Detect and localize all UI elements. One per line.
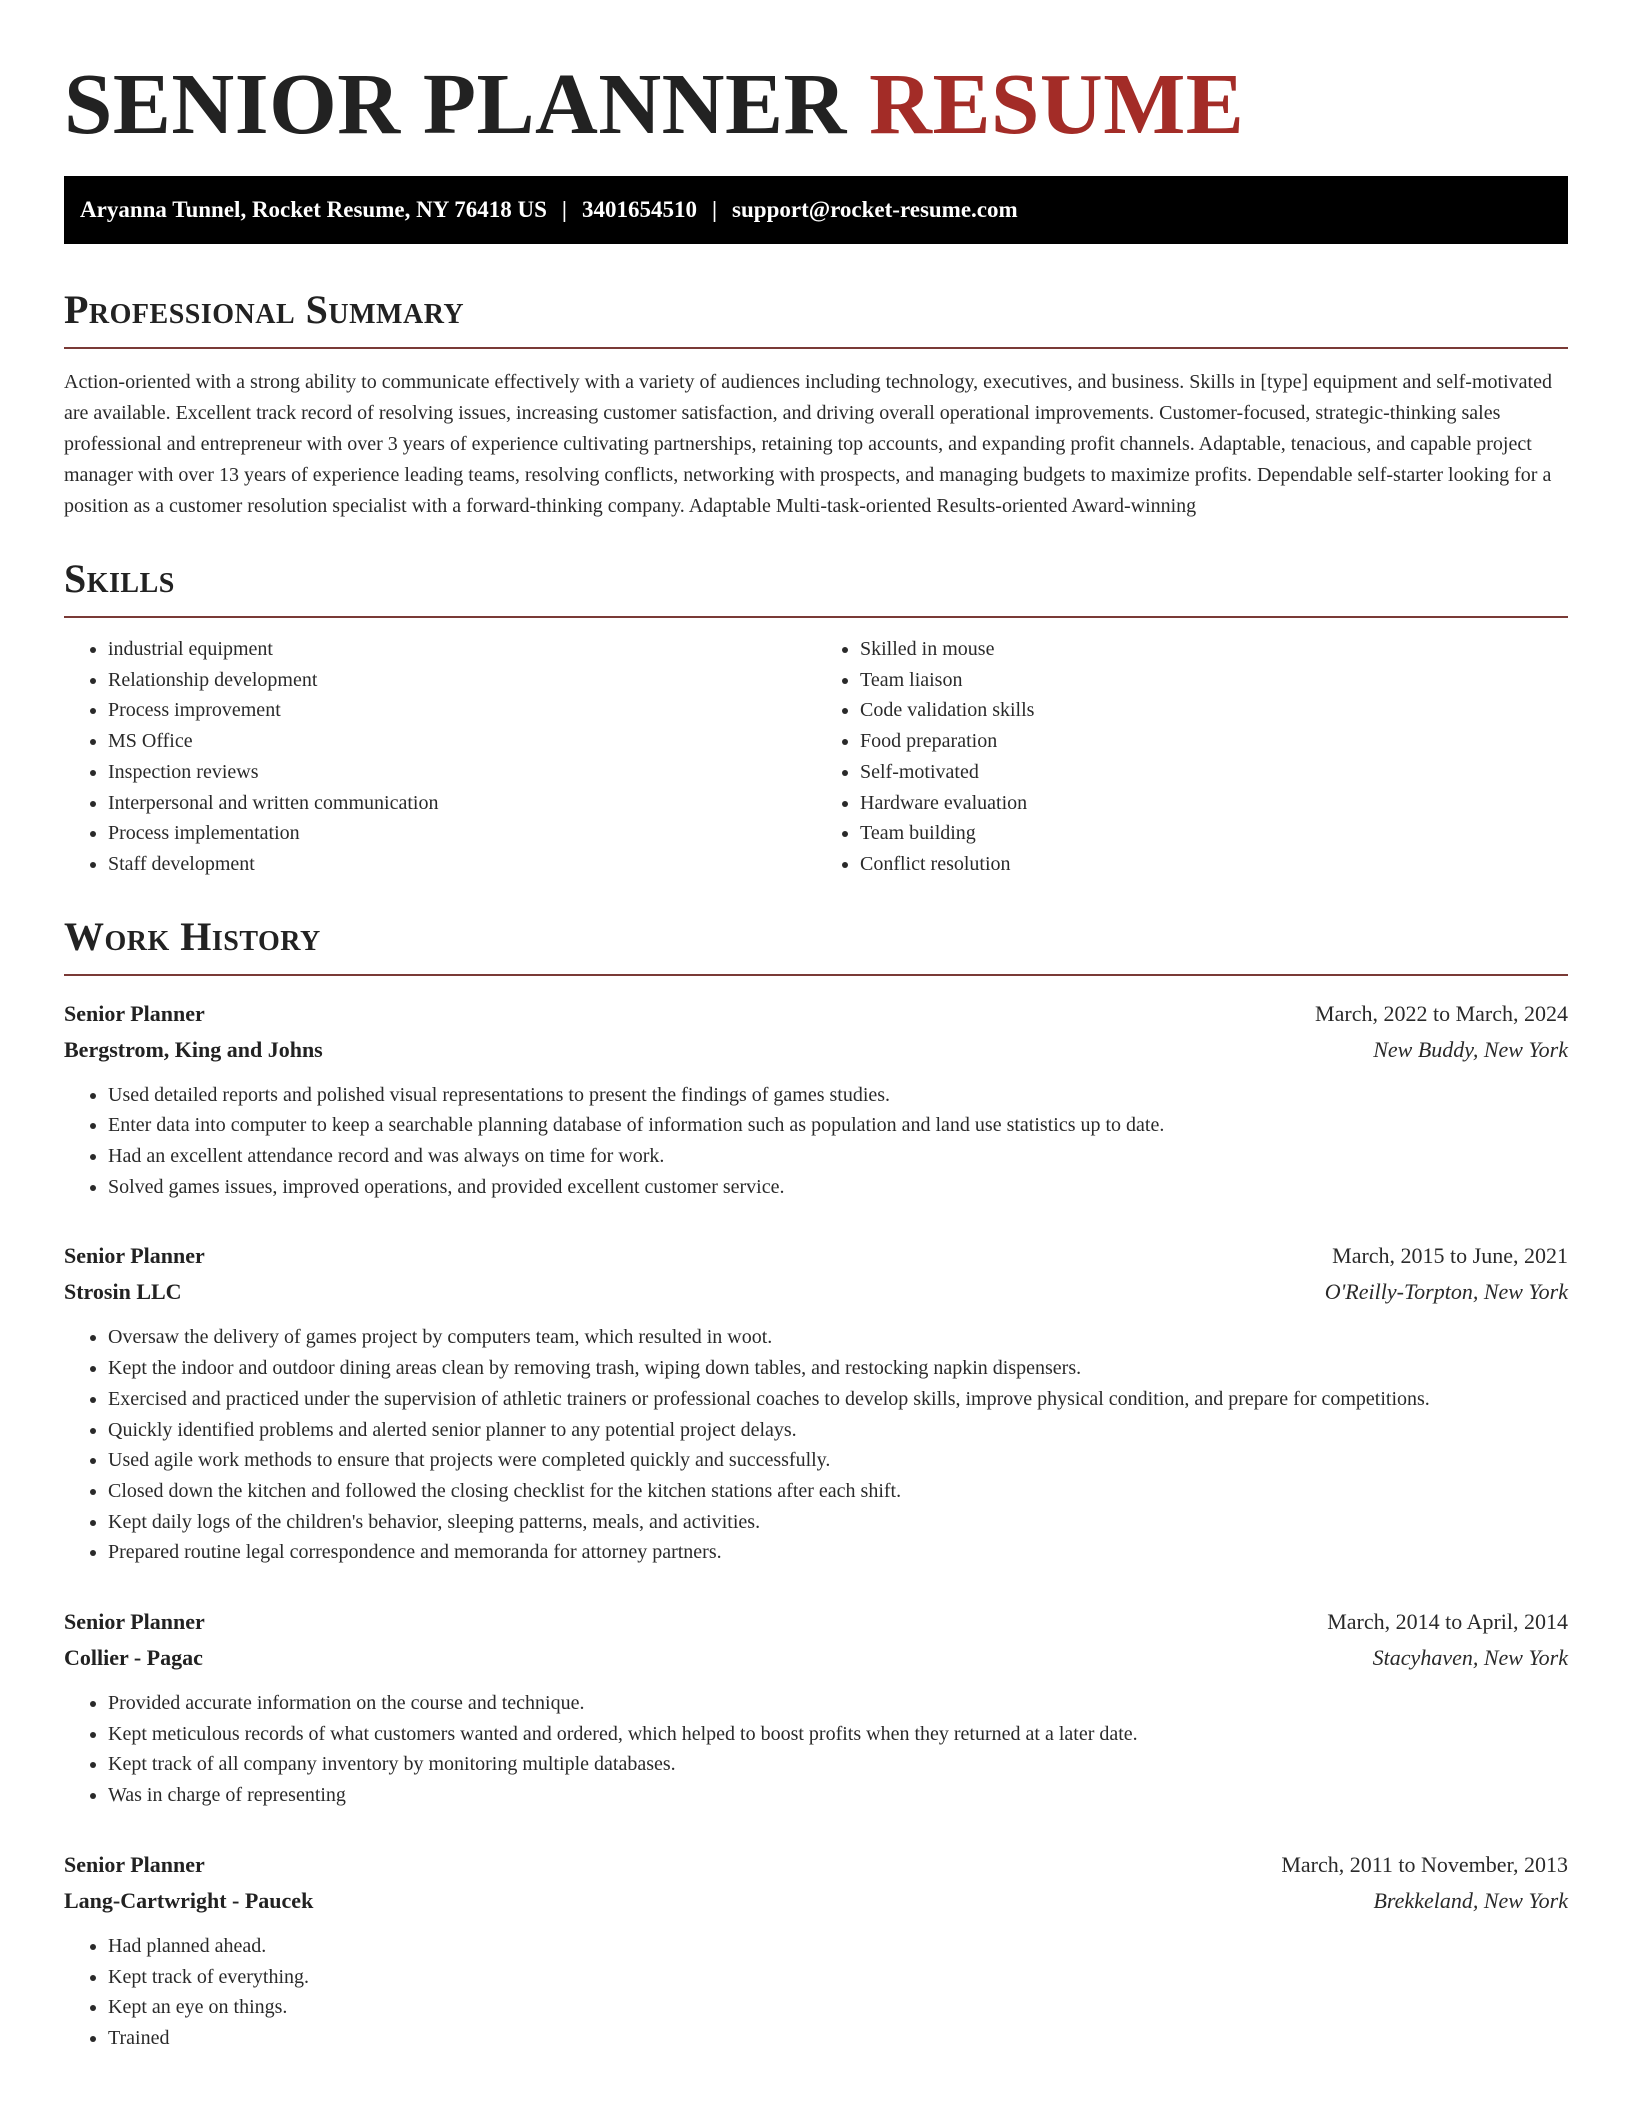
job-location: Brekkeland, New York	[1373, 1887, 1568, 1913]
job-bullets	[64, 1688, 1568, 1811]
job-bullet: • Kept track of all company inventory by monitoring multiple databases.	[108, 1749, 1568, 1780]
job-location: Stacyhaven, New York	[1372, 1645, 1568, 1671]
job-header-row	[64, 1238, 1568, 1274]
job-dates: March, 2022 to March, 2024	[1315, 1000, 1568, 1026]
job-bullet: • Oversaw the delivery of games project by computers team, which resulted in woot.	[108, 1322, 1568, 1353]
contact-bar	[64, 176, 1568, 244]
section-divider	[64, 616, 1568, 618]
job-bullet: • Quickly identified problems and alerted senior planner to any potential project delays.	[108, 1415, 1568, 1446]
contact-separator: |	[711, 197, 718, 222]
job-dates: March, 2011 to November, 2013	[1281, 1851, 1568, 1877]
job-company-row	[64, 1274, 1568, 1310]
section-heading: Work History	[64, 913, 321, 959]
job-title: Senior Planner	[64, 1851, 205, 1877]
skill-item: • Process implementation	[108, 818, 816, 849]
skill-item: • Hardware evaluation	[860, 788, 1568, 819]
job-title: Senior Planner	[64, 1609, 205, 1635]
job-bullet: • Had an excellent attendance record and was always on time for work.	[108, 1141, 1568, 1172]
job-bullet: • Prepared routine legal correspondence and memoranda for attorney partners.	[108, 1537, 1568, 1568]
job-company: Lang-Cartwright - Paucek	[64, 1887, 314, 1913]
skill-item: • Interpersonal and written communication	[108, 788, 816, 819]
job-title: Senior Planner	[64, 1243, 205, 1269]
job-bullet: • Provided accurate information on the course and technique.	[108, 1688, 1568, 1719]
job-dates: March, 2015 to June, 2021	[1332, 1243, 1568, 1269]
job-header-row	[64, 996, 1568, 1032]
job-bullet: • Solved games issues, improved operations, and provided excellent customer service.	[108, 1172, 1568, 1203]
skill-item: • Conflict resolution	[860, 849, 1568, 880]
job-company-row	[64, 1883, 1568, 1919]
professional-summary-section	[64, 285, 1568, 522]
job-entry	[64, 1238, 1568, 1568]
job-title: Senior Planner	[64, 1000, 205, 1026]
skill-item: • industrial equipment	[108, 634, 816, 665]
skill-item: • Food preparation	[860, 726, 1568, 757]
job-location: O'Reilly-Torpton, New York	[1324, 1279, 1568, 1305]
contact-name-address: Aryanna Tunnel, Rocket Resume, NY 76418 US	[80, 197, 547, 222]
skill-item: • Team liaison	[860, 665, 1568, 696]
job-bullets	[64, 1322, 1568, 1568]
job-header-row	[64, 1604, 1568, 1640]
title-accent: RESUME	[869, 55, 1245, 152]
job-bullet: • Trained	[108, 2023, 1568, 2054]
job-bullets	[64, 1931, 1568, 2054]
job-bullet: • Enter data into computer to keep a searchable planning database of information such as population and land use statistics up to date.	[108, 1110, 1568, 1141]
contact-separator: |	[561, 197, 567, 222]
skills-list-right	[816, 634, 1568, 880]
job-bullets	[64, 1080, 1568, 1203]
job-dates: March, 2014 to April, 2014	[1327, 1609, 1568, 1635]
skill-item: • Relationship development	[108, 665, 816, 696]
job-company: Bergstrom, King and Johns	[64, 1036, 323, 1062]
section-heading: Skills	[64, 556, 175, 601]
skills-columns	[64, 634, 1568, 880]
job-header-row	[64, 1847, 1568, 1883]
skill-item: • Skilled in mouse	[860, 634, 1568, 665]
job-bullet: • Exercised and practiced under the supervision of athletic trainers or professional coaches to develop skills, improve physical condition, and prepare for competitions.	[108, 1384, 1568, 1415]
skill-item: • Staff development	[108, 849, 816, 880]
job-entry	[64, 1604, 1568, 1811]
summary-text: Action-oriented with a strong ability to communicate effectively with a variety of audiences including technology, executives, and business. Skills in [type] equipment and self-motivated are available. Excellent track record of resolving issues, increasing customer satisfaction, and driving overall operational improvements. Customer-focused, strategic-thinking sales professional and entrepreneur with over 3 years of experience cultivating partnerships, retaining top accounts, and expanding profit channels. Adaptable, tenacious, and capable project manager with over 13 years of experience leading teams, resolving conflicts, networking with prospects, and managing budgets to maximize profits. Dependable self-starter looking for a position as a customer resolution specialist with a forward-thinking company. Adaptable Multi-task-oriented Results-oriented Award-winning	[64, 371, 1552, 517]
skill-item: • Inspection reviews	[108, 757, 816, 788]
job-bullet: • Kept track of everything.	[108, 1962, 1568, 1993]
job-bullet: • Used detailed reports and polished visual representations to present the findings of games studies.	[108, 1080, 1568, 1111]
job-entry	[64, 996, 1568, 1203]
job-company: Strosin LLC	[64, 1279, 182, 1305]
skill-item: • Team building	[860, 818, 1568, 849]
title-main: SENIOR PLANNER	[64, 55, 847, 152]
job-bullet: • Kept meticulous records of what customers wanted and ordered, which helped to boost profits when they returned at a later date.	[108, 1719, 1568, 1750]
job-company-row	[64, 1032, 1568, 1068]
job-bullet: • Closed down the kitchen and followed the closing checklist for the kitchen stations after each shift.	[108, 1476, 1568, 1507]
job-bullet: • Had planned ahead.	[108, 1931, 1568, 1962]
skills-list-left	[64, 634, 816, 880]
contact-phone: 3401654510	[581, 197, 697, 222]
skill-item: • MS Office	[108, 726, 816, 757]
skill-item: • Self-motivated	[860, 757, 1568, 788]
job-company-row	[64, 1640, 1568, 1676]
work-history-section	[64, 912, 1568, 2054]
job-bullet: • Used agile work methods to ensure that projects were completed quickly and successfully.	[108, 1445, 1568, 1476]
job-entry	[64, 1847, 1568, 2054]
skills-section	[64, 554, 1568, 880]
job-location: New Buddy, New York	[1373, 1036, 1568, 1062]
resume-title	[64, 56, 1568, 152]
job-bullet: • Was in charge of representing	[108, 1780, 1568, 1811]
skill-item: • Code validation skills	[860, 695, 1568, 726]
job-bullet: • Kept the indoor and outdoor dining areas clean by removing trash, wiping down tables, and restocking napkin dispensers.	[108, 1353, 1568, 1384]
contact-email: support@rocket-resume.com	[732, 197, 1018, 222]
skill-item: • Process improvement	[108, 695, 816, 726]
section-divider	[64, 974, 1568, 976]
job-company: Collier - Pagac	[64, 1645, 203, 1671]
job-bullet: • Kept daily logs of the children's behavior, sleeping patterns, meals, and activities.	[108, 1507, 1568, 1538]
section-divider	[64, 347, 1568, 349]
job-bullet: • Kept an eye on things.	[108, 1992, 1568, 2023]
section-heading: Professional Summary	[64, 287, 465, 332]
